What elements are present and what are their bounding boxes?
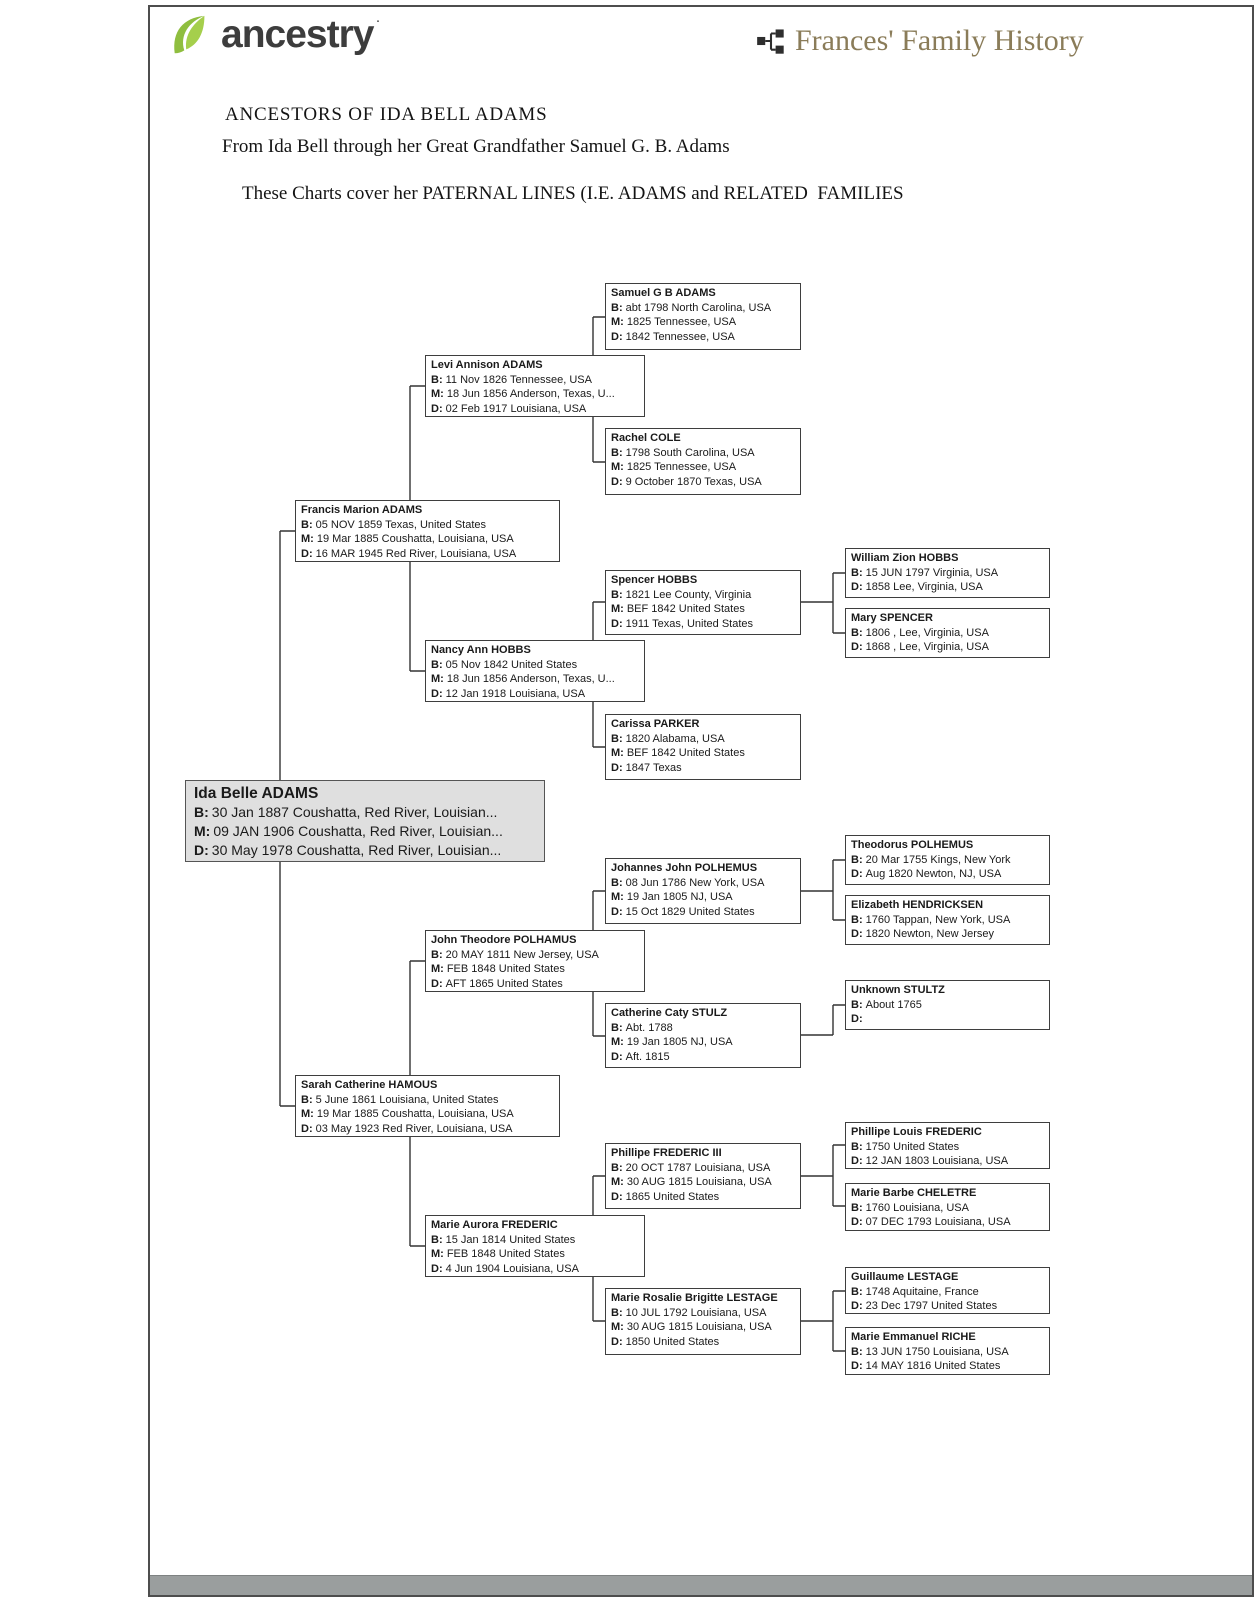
field-label: B: [301, 1093, 313, 1106]
field-value: 20 Mar 1755 Kings, New York [865, 853, 1011, 866]
field-label: D: [851, 1155, 863, 1168]
person-d-row [611, 330, 795, 345]
person-d-row [851, 1359, 1044, 1374]
field-label: D: [611, 330, 623, 343]
field-value: 1865 United States [625, 1190, 720, 1203]
field-label: D: [611, 761, 623, 774]
field-value: 13 JUN 1750 Louisiana, USA [865, 1345, 1009, 1358]
person-b-row [611, 446, 795, 461]
person-d-row [851, 640, 1044, 655]
field-value: 15 JUN 1797 Virginia, USA [865, 566, 999, 579]
field-label: B: [611, 301, 623, 314]
person-name: Rachel COLE [611, 432, 681, 444]
field-value: Aft. 1815 [625, 1050, 670, 1063]
person-m-row [431, 387, 639, 402]
field-label: B: [851, 1201, 863, 1214]
field-label: B: [851, 626, 863, 639]
person-m-row [611, 746, 795, 761]
person-name: Unknown STULTZ [851, 984, 945, 996]
field-value: 1858 Lee, Virginia, USA [865, 581, 983, 594]
field-value: 11 Nov 1826 Tennessee, USA [445, 373, 592, 386]
field-value: 12 Jan 1918 Louisiana, USA [445, 687, 586, 700]
field-value: abt 1798 North Carolina, USA [625, 301, 772, 314]
field-label: B: [431, 658, 443, 671]
field-label: D: [851, 1216, 863, 1229]
field-label: M: [431, 673, 444, 686]
field-value: 1820 Newton, New Jersey [865, 928, 995, 941]
trademark-mark: · [375, 11, 381, 29]
field-value: 1847 Texas [625, 761, 682, 774]
person-name: Spencer HOBBS [611, 574, 698, 586]
field-label: B: [851, 1140, 863, 1153]
person-name: Phillipe Louis FREDERIC [851, 1126, 982, 1138]
person-name: John Theodore POLHAMUS [431, 934, 577, 946]
person-b-row [611, 732, 795, 747]
person-box-theodorus-polhemus [845, 835, 1050, 885]
field-label: B: [611, 1161, 623, 1174]
person-b-row [431, 658, 639, 673]
field-label: B: [194, 804, 209, 820]
chart-title: ANCESTORS OF IDA BELL ADAMS [225, 104, 548, 125]
person-d-row [431, 977, 639, 992]
person-d-row [851, 1215, 1044, 1230]
field-label: D: [851, 581, 863, 594]
field-value: Aug 1820 Newton, NJ, USA [865, 868, 1002, 881]
person-d-row [851, 580, 1044, 595]
person-name: Levi Annison ADAMS [431, 359, 543, 371]
person-d-row [431, 687, 639, 702]
field-label: M: [301, 533, 314, 546]
person-box-francis-marion-adams [295, 500, 560, 562]
ancestry-logo [168, 12, 380, 58]
person-name: William Zion HOBBS [851, 552, 959, 564]
person-name: Marie Aurora FREDERIC [431, 1219, 558, 1231]
field-label: B: [851, 566, 863, 579]
field-value: 1821 Lee County, Virginia [625, 588, 752, 601]
person-b-row [301, 1093, 554, 1108]
field-value: 18 Jun 1856 Anderson, Texas, U... [446, 673, 615, 686]
person-box-johannes-john-polhemus [605, 858, 801, 924]
field-label: B: [431, 948, 443, 961]
person-m-row [611, 1035, 795, 1050]
person-m-row [194, 822, 536, 841]
person-b-row [611, 588, 795, 603]
field-value: 5 June 1861 Louisiana, United States [315, 1093, 499, 1106]
field-value: 02 Feb 1917 Louisiana, USA [445, 402, 587, 415]
person-m-row [611, 1175, 795, 1190]
field-label: M: [194, 823, 211, 839]
person-m-row [611, 315, 795, 330]
person-b-row [851, 1345, 1044, 1360]
person-d-row [851, 1299, 1044, 1314]
person-b-row [431, 1233, 639, 1248]
person-box-rachel-cole [605, 428, 801, 495]
person-box-phillipe-louis-frederic [845, 1122, 1050, 1169]
person-box-william-zion-hobbs [845, 548, 1050, 598]
person-b-row [611, 876, 795, 891]
field-label: D: [611, 617, 623, 630]
field-label: D: [611, 905, 623, 918]
field-value: 20 MAY 1811 New Jersey, USA [445, 948, 599, 961]
person-b-row [194, 803, 536, 822]
field-label: B: [851, 1285, 863, 1298]
field-value: 15 Jan 1814 United States [445, 1233, 576, 1246]
person-b-row [611, 1161, 795, 1176]
field-label: D: [851, 868, 863, 881]
field-label: D: [851, 1300, 863, 1313]
person-d-row [611, 1335, 795, 1350]
field-value: 1820 Alabama, USA [625, 732, 725, 745]
field-value: 14 MAY 1816 United States [865, 1360, 1001, 1373]
person-name: Francis Marion ADAMS [301, 504, 423, 516]
field-value: FEB 1848 United States [446, 1248, 565, 1261]
person-m-row [301, 1107, 554, 1122]
page-bottom-edge [150, 1575, 1252, 1595]
person-name: Guillaume LESTAGE [851, 1271, 959, 1283]
person-box-phillipe-frederic-iii [605, 1143, 801, 1209]
person-name: Phillipe FREDERIC III [611, 1147, 722, 1159]
person-box-mary-spencer [845, 608, 1050, 658]
field-value: BEF 1842 United States [626, 747, 745, 760]
field-value: 30 May 1978 Coushatta, Red River, Louisian... [211, 842, 502, 858]
field-label: B: [301, 518, 313, 531]
person-m-row [611, 890, 795, 905]
person-box-carissa-parker [605, 714, 801, 780]
field-label: M: [611, 891, 624, 904]
person-d-row [851, 867, 1044, 882]
person-d-row [851, 1154, 1044, 1169]
field-value: 1748 Aquitaine, France [865, 1285, 979, 1298]
field-value: 1842 Tennessee, USA [625, 330, 735, 343]
person-box-catherine-caty-stulz [605, 1003, 801, 1068]
field-label: M: [611, 747, 624, 760]
person-d-row [431, 1262, 639, 1277]
person-box-marie-barbe-cheletre [845, 1183, 1050, 1231]
person-box-marie-emmanuel-riche [845, 1327, 1050, 1375]
field-label: D: [431, 402, 443, 415]
field-value: 30 AUG 1815 Louisiana, USA [626, 1321, 772, 1334]
person-d-row [611, 905, 795, 920]
field-value: 19 Jan 1805 NJ, USA [626, 891, 733, 904]
person-b-row [851, 1201, 1044, 1216]
field-label: M: [611, 1321, 624, 1334]
field-value: 30 Jan 1887 Coushatta, Red River, Louisian... [211, 804, 498, 820]
person-name: Marie Emmanuel RICHE [851, 1331, 976, 1343]
family-tree-icon [756, 26, 786, 56]
person-b-row [851, 998, 1044, 1013]
person-box-marie-rosalie-brigitte-lestage [605, 1288, 801, 1355]
field-label: B: [851, 998, 863, 1011]
person-b-row [851, 626, 1044, 641]
field-value: 30 AUG 1815 Louisiana, USA [626, 1176, 772, 1189]
person-d-row [301, 1122, 554, 1137]
field-label: D: [611, 1335, 623, 1348]
person-b-row [851, 1140, 1044, 1155]
field-label: D: [301, 1122, 313, 1135]
person-d-row [431, 402, 639, 417]
person-box-spencer-hobbs [605, 570, 801, 635]
field-label: D: [851, 928, 863, 941]
person-name: Carissa PARKER [611, 718, 700, 730]
field-value: 19 Mar 1885 Coushatta, Louisiana, USA [316, 1108, 514, 1121]
field-value: 1760 Tappan, New York, USA [865, 913, 1011, 926]
field-value: AFT 1865 United States [445, 977, 563, 990]
person-m-row [431, 672, 639, 687]
person-m-row [301, 532, 554, 547]
person-box-unknown-stultz [845, 980, 1050, 1030]
field-value: 18 Jun 1856 Anderson, Texas, U... [446, 388, 615, 401]
person-name: Johannes John POLHEMUS [611, 862, 758, 874]
field-label: B: [611, 1021, 623, 1034]
person-b-row [611, 301, 795, 316]
person-box-john-theodore-polhamus [425, 930, 645, 992]
ancestry-leaf-icon [168, 12, 214, 58]
person-d-row [301, 547, 554, 562]
person-b-row [611, 1306, 795, 1321]
person-d-row [611, 1190, 795, 1205]
person-box-samuel-g-b-adams [605, 283, 801, 350]
field-value: 1760 Louisiana, USA [865, 1201, 969, 1214]
person-box-ida-belle-adams [185, 780, 545, 862]
field-value: 05 NOV 1859 Texas, United States [315, 518, 487, 531]
person-d-row [194, 841, 536, 860]
person-b-row [431, 948, 639, 963]
field-value: BEF 1842 United States [626, 603, 745, 616]
field-value: 10 JUL 1792 Louisiana, USA [625, 1306, 767, 1319]
field-label: D: [611, 1190, 623, 1203]
field-value: 19 Mar 1885 Coushatta, Louisiana, USA [316, 533, 514, 546]
person-b-row [431, 373, 639, 388]
person-box-marie-aurora-frederic [425, 1215, 645, 1277]
field-label: D: [851, 1013, 863, 1026]
field-label: D: [431, 977, 443, 990]
field-value: 1750 United States [865, 1140, 960, 1153]
person-m-row [431, 962, 639, 977]
field-label: D: [301, 547, 313, 560]
field-value: 1806 , Lee, Virginia, USA [865, 626, 989, 639]
field-value: 1911 Texas, United States [625, 617, 754, 630]
field-value: 09 JAN 1906 Coushatta, Red River, Louisian... [213, 823, 503, 839]
field-value: 12 JAN 1803 Louisiana, USA [865, 1155, 1009, 1168]
field-value: 05 Nov 1842 United States [445, 658, 578, 671]
ancestry-wordmark: ancestry [221, 13, 374, 56]
chart-description: These Charts cover her PATERNAL LINES (I.E. ADAMS and RELATED FAMILIES [242, 183, 904, 204]
field-value: 20 OCT 1787 Louisiana, USA [625, 1161, 771, 1174]
person-name: Marie Rosalie Brigitte LESTAGE [611, 1292, 778, 1304]
person-name: Theodorus POLHEMUS [851, 839, 974, 851]
field-label: M: [611, 1176, 624, 1189]
person-box-sarah-catherine-hamous [295, 1075, 560, 1137]
field-label: D: [851, 641, 863, 654]
field-label: B: [611, 1306, 623, 1319]
person-name: Catherine Caty STULZ [611, 1007, 728, 1019]
person-b-row [301, 518, 554, 533]
person-d-row [611, 617, 795, 632]
chart-subtitle: From Ida Bell through her Great Grandfather Samuel G. B. Adams [222, 136, 730, 157]
field-label: B: [431, 1233, 443, 1246]
field-value: 1850 United States [625, 1335, 720, 1348]
site-title [756, 24, 1084, 58]
field-label: D: [431, 1262, 443, 1275]
field-label: M: [301, 1108, 314, 1121]
field-value: 15 Oct 1829 United States [625, 905, 755, 918]
person-b-row [851, 913, 1044, 928]
field-label: B: [611, 732, 623, 745]
field-label: D: [431, 687, 443, 700]
person-box-elizabeth-hendricksen [845, 895, 1050, 945]
field-value: FEB 1848 United States [446, 963, 565, 976]
field-label: B: [851, 913, 863, 926]
field-value: 16 MAR 1945 Red River, Louisiana, USA [315, 547, 517, 560]
field-label: M: [611, 1036, 624, 1049]
person-d-row [851, 1012, 1044, 1027]
person-box-nancy-ann-hobbs [425, 640, 645, 702]
person-m-row [611, 602, 795, 617]
person-name: Ida Belle ADAMS [194, 785, 319, 802]
field-label: M: [431, 388, 444, 401]
person-b-row [851, 566, 1044, 581]
person-b-row [851, 853, 1044, 868]
field-value: 1868 , Lee, Virginia, USA [865, 641, 989, 654]
person-name: Samuel G B ADAMS [611, 287, 716, 299]
field-value: 08 Jun 1786 New York, USA [625, 876, 765, 889]
field-label: D: [851, 1360, 863, 1373]
person-d-row [851, 927, 1044, 942]
person-d-row [611, 761, 795, 776]
field-label: M: [611, 461, 624, 474]
field-label: B: [431, 373, 443, 386]
person-m-row [611, 460, 795, 475]
field-label: M: [611, 316, 624, 329]
person-box-guillaume-lestage [845, 1267, 1050, 1314]
field-value: 07 DEC 1793 Louisiana, USA [865, 1216, 1011, 1229]
field-label: B: [611, 876, 623, 889]
person-name: Nancy Ann HOBBS [431, 644, 531, 656]
field-label: M: [611, 603, 624, 616]
field-value: 19 Jan 1805 NJ, USA [626, 1036, 733, 1049]
field-label: B: [611, 588, 623, 601]
field-label: M: [431, 963, 444, 976]
person-d-row [611, 1050, 795, 1065]
person-box-levi-annison-adams [425, 355, 645, 417]
field-label: M: [431, 1248, 444, 1261]
person-m-row [611, 1320, 795, 1335]
person-name: Mary SPENCER [851, 612, 933, 624]
field-label: D: [611, 475, 623, 488]
person-name: Elizabeth HENDRICKSEN [851, 899, 984, 911]
field-label: D: [611, 1050, 623, 1063]
field-value: 1798 South Carolina, USA [625, 446, 755, 459]
field-value: Abt. 1788 [625, 1021, 673, 1034]
field-label: B: [851, 853, 863, 866]
field-value: 4 Jun 1904 Louisiana, USA [445, 1262, 579, 1275]
field-value: 1825 Tennessee, USA [626, 461, 737, 474]
field-value: 23 Dec 1797 United States [865, 1300, 998, 1313]
person-d-row [611, 475, 795, 490]
field-label: B: [851, 1345, 863, 1358]
person-b-row [851, 1285, 1044, 1300]
field-label: B: [611, 446, 623, 459]
person-name: Marie Barbe CHELETRE [851, 1187, 977, 1199]
person-b-row [611, 1021, 795, 1036]
person-name: Sarah Catherine HAMOUS [301, 1079, 438, 1091]
field-value: 03 May 1923 Red River, Louisiana, USA [315, 1122, 513, 1135]
site-title-text: Frances' Family History [795, 24, 1084, 57]
person-m-row [431, 1247, 639, 1262]
field-value: 9 October 1870 Texas, USA [625, 475, 762, 488]
field-value: About 1765 [865, 998, 922, 1011]
field-value: 1825 Tennessee, USA [626, 316, 737, 329]
field-label: D: [194, 842, 209, 858]
